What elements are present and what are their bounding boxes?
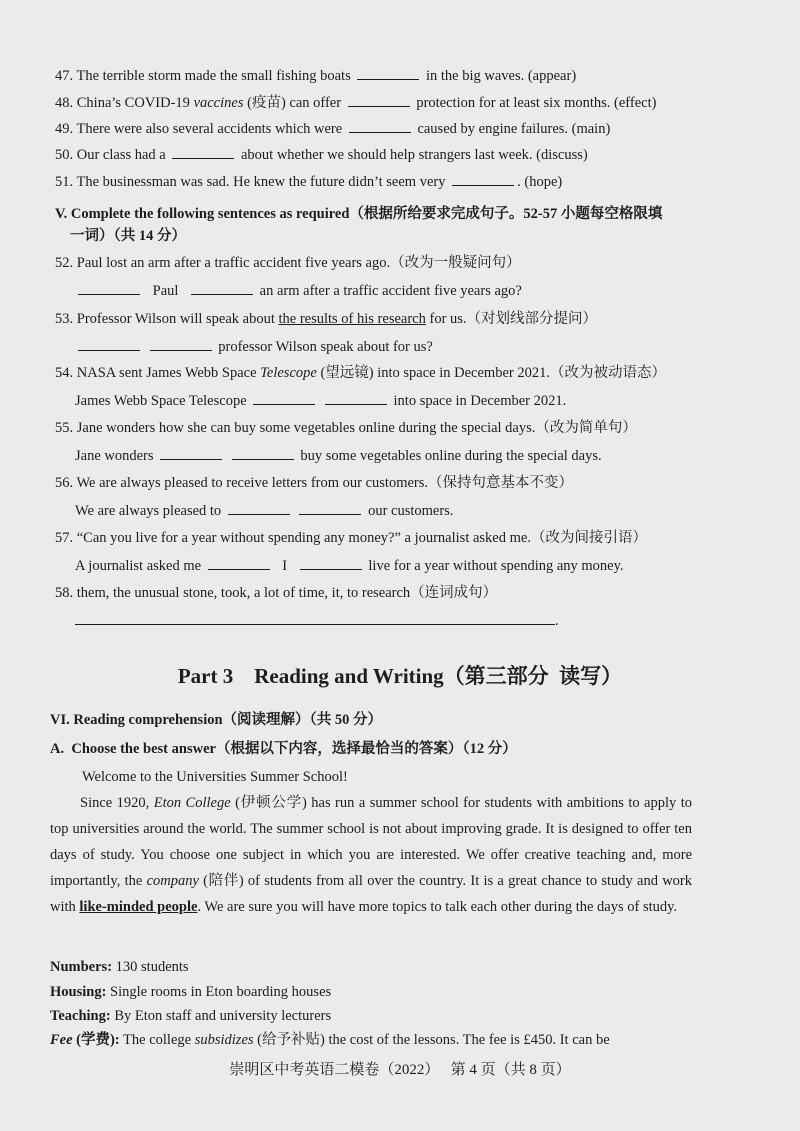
passage-text-2: (伊顿公学) has run a summer school for students with ambitions to apply to top universities around the world. The summer school is not about improving grade. It is designed to offer ten days of study. You choose one subject in which you are interested. We offer creative teaching and, more importantly, the	[50, 795, 692, 889]
q54-answer	[75, 391, 566, 410]
q57-blank-2[interactable]	[300, 556, 362, 570]
q54-blank-1[interactable]	[253, 391, 315, 405]
passage-welcome: Welcome to the Universities Summer School!	[82, 769, 348, 785]
q52-answer	[75, 281, 522, 300]
section-5-instruction: （根据所给要求完成句子。52-57 小题每空格限填	[349, 206, 663, 222]
question-52: 52. Paul lost an arm after a traffic accident five years ago.（改为一般疑问句）	[55, 255, 521, 271]
part-3-title: Part 3 Reading and Writing（第三部分 读写）	[177, 664, 623, 688]
housing-value: Single rooms in Eton boarding houses	[106, 984, 332, 1000]
q57-mid: I	[282, 558, 288, 574]
q50-hint: about whether we should help strangers last week. (discuss)	[240, 147, 588, 163]
q55-answer	[75, 446, 602, 465]
q54-blank-2[interactable]	[325, 391, 387, 405]
section-6-points: （阅读理解）（共 50 分）	[222, 712, 383, 728]
fee-subsidizes: subsidizes	[194, 1032, 254, 1048]
question-58: 58. them, the unusual stone, took, a lot of time, it, to research（连词成句）	[55, 585, 498, 601]
q47-text: 47. The terrible storm made the small fishing boats	[55, 68, 351, 84]
fee-text-2: (给予补贴) the cost of the lessons. The fee is £450. It can be	[253, 1032, 610, 1048]
question-51	[55, 172, 562, 191]
q57-post: live for a year without spending any money.	[368, 558, 624, 574]
question-55: 55. Jane wonders how she can buy some vegetables online during the special days.（改为简单句）	[55, 420, 637, 436]
q56-blank-1[interactable]	[228, 501, 290, 515]
q53-blank-1[interactable]	[78, 337, 140, 351]
q51-hint: . (hope)	[517, 174, 563, 190]
q53-text: 53. Professor Wilson will speak about	[55, 311, 279, 327]
q58-answer	[75, 611, 559, 630]
q49-hint: caused by engine failures. (main)	[417, 121, 611, 137]
q55-blank-1[interactable]	[160, 446, 222, 460]
q55-blank-2[interactable]	[232, 446, 294, 460]
info-teaching	[50, 1007, 331, 1025]
teaching-value: By Eton staff and university lecturers	[110, 1008, 332, 1024]
q47-hint: in the big waves. (appear)	[425, 68, 577, 84]
section-6-heading	[50, 711, 382, 729]
q48-text-1: 48. China’s COVID-19	[55, 95, 194, 111]
q51-text: 51. The businessman was sad. He knew the future didn’t seem very	[55, 174, 446, 190]
teaching-label: Teaching:	[50, 1008, 111, 1024]
q48-blank[interactable]	[348, 93, 410, 107]
passage-text-3: (陪伴) of students from all over the country. It is a great chance to study and work with	[50, 873, 692, 915]
section-6-title: VI. Reading comprehension	[50, 712, 223, 728]
q51-blank[interactable]	[452, 172, 514, 186]
q54-instruction: (望远镜) into space in December 2021.（改为被动语态）	[316, 365, 666, 381]
passage-text-4: . We are sure you will have more topics to talk each other during the days of study.	[197, 899, 678, 915]
q53-blank-2[interactable]	[150, 337, 212, 351]
question-53	[55, 310, 597, 328]
q54-post: into space in December 2021.	[393, 393, 567, 409]
section-5-heading-line2: 一词）（共 14 分）	[70, 228, 186, 244]
question-48	[55, 93, 656, 112]
passage-text-1: Since 1920,	[80, 795, 154, 811]
q52-post: an arm after a traffic accident five years ago?	[259, 283, 522, 299]
page-footer: 崇明区中考英语二模卷（2022） 第 4 页（共 8 页）	[229, 1062, 571, 1078]
q58-end: .	[555, 613, 559, 629]
q53-underlined: the results of his research	[278, 311, 426, 327]
question-57: 57. “Can you live for a year without spending any money?” a journalist asked me.（改为间接引语）	[55, 530, 647, 546]
q48-vaccines: vaccines	[193, 95, 244, 111]
q55-post: buy some vegetables online during the special days.	[300, 448, 602, 464]
q56-pre: We are always pleased to	[75, 503, 222, 519]
q53-answer	[75, 337, 433, 356]
fee-text-1: The college	[119, 1032, 195, 1048]
q47-blank[interactable]	[357, 66, 419, 80]
fee-label: Fee	[50, 1032, 73, 1048]
q57-answer	[75, 556, 624, 575]
q52-blank-2[interactable]	[191, 281, 253, 295]
question-50	[55, 145, 588, 164]
info-housing	[50, 983, 331, 1001]
q53-post: professor Wilson speak about for us?	[218, 339, 433, 355]
fee-label-cn: (学费):	[72, 1032, 120, 1048]
housing-label: Housing:	[50, 984, 107, 1000]
q52-mid: Paul	[152, 283, 179, 299]
passage-paragraph	[50, 790, 692, 920]
q49-text: 49. There were also several accidents which were	[55, 121, 343, 137]
q52-blank-1[interactable]	[78, 281, 140, 295]
q54-text: 54. NASA sent James Webb Space	[55, 365, 261, 381]
section-a-title: A. Choose the best answer	[50, 741, 216, 757]
info-fee	[50, 1031, 610, 1049]
q56-answer	[75, 501, 453, 520]
q57-blank-1[interactable]	[208, 556, 270, 570]
section-a-heading	[50, 740, 517, 758]
question-54	[55, 364, 666, 382]
passage-eton: Eton College	[153, 795, 231, 811]
q54-pre: James Webb Space Telescope	[75, 393, 247, 409]
q50-text: 50. Our class had a	[55, 147, 166, 163]
info-numbers	[50, 958, 189, 976]
numbers-value: 130 students	[112, 959, 189, 975]
q53-instruction: for us.（对划线部分提问）	[425, 311, 598, 327]
q50-blank[interactable]	[172, 145, 234, 159]
section-5-title: V. Complete the following sentences as required	[55, 206, 350, 222]
q48-hint: protection for at least six months. (effect)	[416, 95, 657, 111]
question-49	[55, 119, 610, 138]
q55-pre: Jane wonders	[75, 448, 154, 464]
section-a-instruction: （根据以下内容，选择最恰当的答案）（12 分）	[215, 741, 517, 757]
numbers-label: Numbers:	[50, 959, 113, 975]
q56-blank-2[interactable]	[299, 501, 361, 515]
passage-company: company	[146, 873, 199, 889]
q58-blank[interactable]	[75, 611, 555, 625]
passage-like-minded: like-minded people	[79, 899, 198, 915]
question-47	[55, 66, 576, 85]
q54-telescope: Telescope	[260, 365, 317, 381]
q49-blank[interactable]	[349, 119, 411, 133]
section-5-heading	[55, 205, 662, 223]
question-56: 56. We are always pleased to receive letters from our customers.（保持句意基本不变）	[55, 475, 574, 491]
q48-text-2: (疫苗) can offer	[243, 95, 342, 111]
q57-pre: A journalist asked me	[75, 558, 202, 574]
q56-post: our customers.	[368, 503, 454, 519]
